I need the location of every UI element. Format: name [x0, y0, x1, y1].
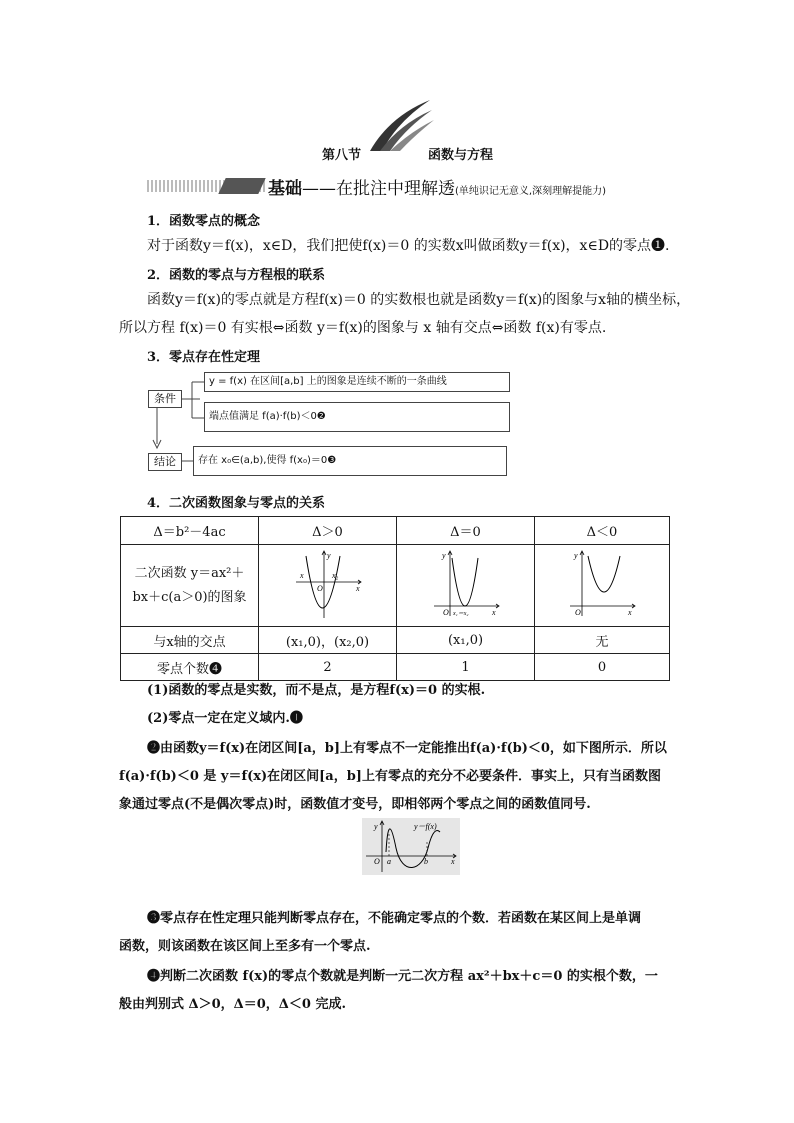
g3-o: O: [575, 607, 581, 617]
conclusion: 存在 x₀∈(a,b),使得 f(x₀)＝0❸: [193, 446, 507, 476]
s4-heading: 4．二次函数图象与零点的关系: [147, 496, 326, 511]
graph-cell-zero: [397, 545, 535, 627]
parabola-one-root: [430, 548, 502, 620]
table-cell: 无: [535, 627, 670, 654]
relation-table: [120, 516, 670, 681]
note-3-line2: f(a)·f(b)＜0 是 y＝f(x)在闭区间[a，b]上有零点的充分不必要条件．事实上，只有当函数图: [119, 769, 661, 784]
note-1: (1)函数的零点是实数，而不是点，是方程f(x)＝0 的实根.: [147, 683, 486, 698]
table-cell: 零点个数❹: [121, 654, 259, 681]
table-header: Δ＝b²－4ac: [121, 517, 259, 545]
g1-x1: x: [299, 570, 304, 580]
g2-y: y: [441, 550, 446, 560]
banner: [268, 174, 606, 199]
condition-label: 条件: [148, 390, 182, 408]
s1-heading: 1．函数零点的概念: [147, 214, 261, 229]
g3-x: x: [628, 607, 632, 617]
condition-2: 端点值满足 f(a)·f(b)＜0❷: [204, 402, 510, 432]
s2-heading: 2．函数的零点与方程根的联系: [147, 268, 326, 283]
table-cell: 与x轴的交点: [121, 627, 259, 654]
table-header: Δ＜0: [535, 517, 670, 545]
fig-b: b: [424, 857, 428, 866]
banner-strong: 基础: [268, 179, 302, 199]
g2-x1x2: x₁＝x₂: [452, 610, 468, 617]
fig-y: y: [374, 822, 378, 831]
note-2: (2)零点一定在定义域内.❶: [147, 711, 303, 726]
note-5-line1: ❹判断二次函数 f(x)的零点个数就是判断一元二次方程 ax²＋bx＋c＝0 的实根个数，一: [147, 969, 658, 984]
table-header-row: [121, 517, 670, 545]
graph-cell-positive: [259, 545, 397, 627]
note-4-line2: 函数，则该函数在该区间上至多有一个零点.: [119, 939, 371, 954]
table-cell: (x₁,0)，(x₂,0): [259, 627, 397, 654]
banner-parallelogram: [218, 178, 265, 194]
table-cell: 0: [535, 654, 670, 681]
table-header: Δ＝0: [397, 517, 535, 545]
section-title: 函数与方程: [428, 148, 494, 163]
graph-cell-negative: [535, 545, 670, 627]
graph-row-label: [121, 545, 259, 627]
banner-dash: ——: [302, 179, 336, 199]
table-cell: 2: [259, 654, 397, 681]
graph-label-line1: 二次函数 y＝ax²＋: [134, 565, 245, 581]
note-3-line3: 象通过零点(不是偶次零点)时，函数值才变号，即相邻两个零点之间的函数值同号.: [119, 797, 591, 812]
fig-a: a: [387, 857, 391, 866]
s3-heading: 3．零点存在性定理: [147, 350, 261, 365]
note-5-line2: 般由判别式 Δ＞0，Δ＝0，Δ＜0 完成.: [119, 997, 346, 1012]
g1-y: y: [326, 550, 331, 560]
g2-x: x: [491, 607, 496, 617]
g2-o: O: [442, 607, 449, 617]
fig-fx: y＝f(x): [414, 822, 437, 831]
g1-o: O: [316, 583, 323, 593]
conclusion-label: 结论: [148, 453, 182, 471]
fig-x: x: [451, 857, 455, 866]
g1-x: x: [355, 583, 360, 593]
s1-text: 对于函数y＝f(x)，x∈D，我们把使f(x)＝0 的实数x叫做函数y＝f(x)，x∈D的零点❶.: [147, 238, 670, 254]
s2-line1: 函数y＝f(x)的零点就是方程f(x)＝0 的实数根也就是函数y＝f(x)的图象与x轴的横坐标，: [147, 292, 691, 308]
parabola-two-roots: [292, 548, 364, 620]
g1-x2: x₂: [331, 570, 338, 580]
parabola-no-root: [566, 548, 638, 620]
note-figure: [362, 818, 460, 875]
table-cell: 1: [397, 654, 535, 681]
note-3-line1: ❷由函数y＝f(x)在闭区间[a，b]上有零点不一定能推出f(a)·f(b)＜0，如下图所示．所以: [147, 741, 667, 756]
note-4-line1: ❸零点存在性定理只能判断零点存在，不能确定零点的个数．若函数在某区间上是单调: [147, 911, 642, 926]
fig-o: O: [374, 857, 380, 866]
s2-line2: 所以方程 f(x)＝0 有实根⇔函数 y＝f(x)的图象与 x 轴有交点⇔函数 f(x)有零点.: [119, 320, 607, 336]
section-number: 第八节: [322, 148, 362, 163]
table-header: Δ＞0: [259, 517, 397, 545]
table-row-graph: [121, 545, 670, 627]
banner-note: (单纯识记无意义,深刻理解提能力): [455, 186, 606, 197]
graph-label-line2: bx＋c(a＞0)的图象: [132, 589, 247, 605]
g3-y: y: [574, 550, 578, 560]
table-row-intersect: [121, 627, 670, 654]
condition-1: y = f(x) 在区间[a,b] 上的图象是连续不断的一条曲线: [204, 372, 510, 392]
banner-text: 在批注中理解透: [336, 179, 455, 199]
table-cell: (x₁,0): [397, 627, 535, 654]
